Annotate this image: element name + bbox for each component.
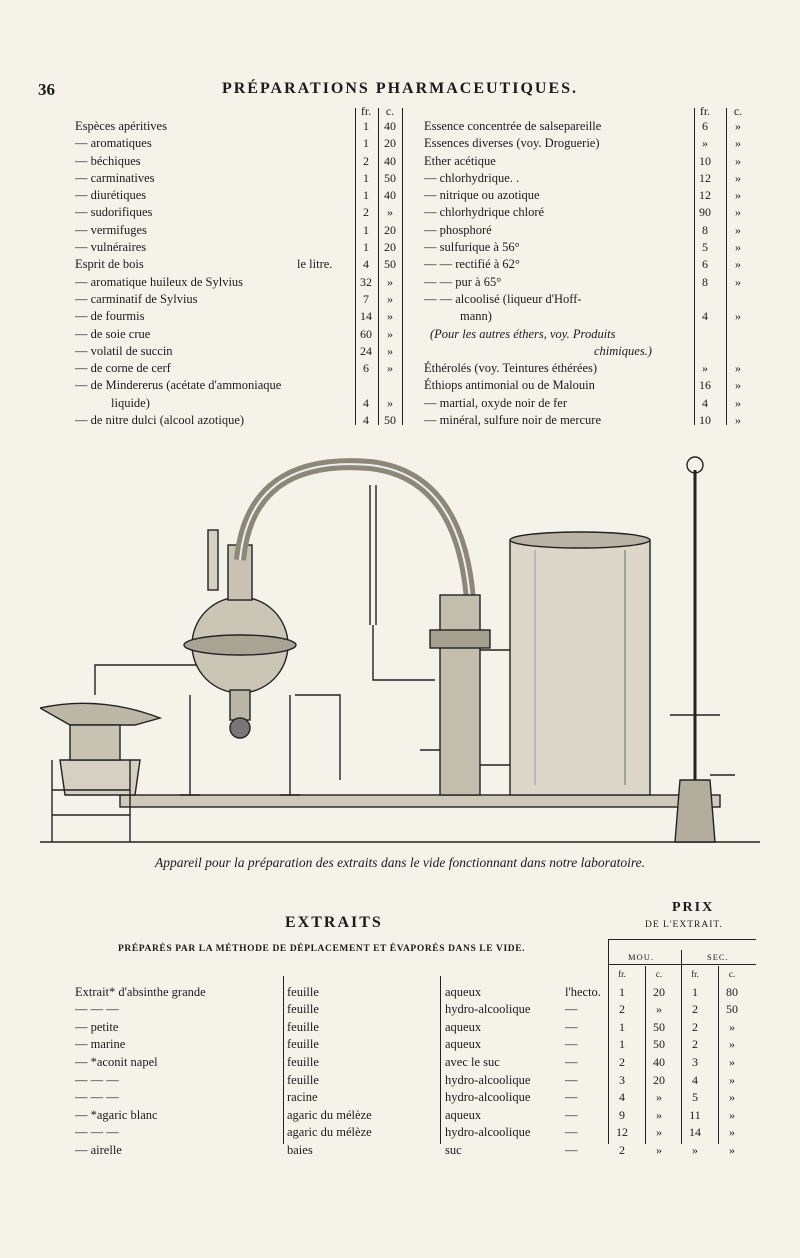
left-row [75, 256, 395, 273]
right-row [424, 204, 754, 221]
right-c: » [735, 257, 741, 272]
left-c: 20 [384, 240, 396, 255]
left-c: » [387, 205, 393, 220]
extrait-mou-c: » [656, 1090, 662, 1105]
left-label: Espèces apéritives [75, 119, 167, 133]
extrait-part: agaric du mélèze [287, 1107, 372, 1122]
left-label: — volatil de succin [75, 343, 173, 358]
right-row [424, 308, 754, 325]
right-row [424, 412, 754, 429]
extrait-unit: — [565, 1019, 578, 1034]
left-row [75, 308, 395, 325]
extrait-mou-fr: 4 [619, 1090, 625, 1105]
figure-caption: Appareil pour la préparation des extraits dans le vide fonctionnant dans notre laboratoire. [154, 855, 646, 870]
left-fr: 1 [363, 136, 369, 151]
extrait-part: feuille [287, 1037, 319, 1052]
right-row [424, 153, 754, 170]
extrait-part: agaric du mélèze [287, 1125, 372, 1140]
right-header [424, 104, 754, 118]
left-label: — de nitre dulci (alcool azotique) [75, 413, 245, 428]
extrait-method: aqueux [445, 984, 482, 999]
right-label: Éthérolés (voy. Teintures éthérées) [424, 361, 598, 376]
right-c: » [735, 240, 741, 255]
left-fr: 1 [363, 188, 369, 203]
right-fr: » [702, 361, 708, 376]
right-label: — — rectifié à 62° [424, 257, 520, 272]
left-label: — béchiques [75, 153, 141, 168]
running-title: PRÉPARATIONS PHARMACEUTIQUES. [221, 80, 579, 97]
extrait-unit: — [565, 1090, 578, 1105]
left-col-fr: fr. [360, 104, 372, 118]
extrait-sec-c: » [729, 1019, 735, 1034]
left-fr: 2 [363, 153, 369, 168]
left-table-rule-1 [355, 108, 356, 425]
extrait-name: — airelle [75, 1142, 122, 1157]
right-table-rule-2 [726, 108, 727, 425]
extrait-sec-fr: 5 [692, 1090, 698, 1105]
left-label: — aromatiques [75, 136, 152, 151]
ext-unit-sec-c: c. [728, 969, 736, 979]
left-c: 50 [384, 257, 396, 272]
extrait-name: — *agaric blanc [75, 1107, 158, 1122]
extrait-name: — — — [75, 1090, 119, 1105]
extrait-sec-fr: 1 [692, 984, 698, 999]
right-row [424, 187, 754, 204]
page-number: 36 [38, 80, 55, 99]
right-fr: 12 [699, 188, 711, 203]
extrait-row [75, 1072, 755, 1090]
right-label: — chlorhydrique. . [424, 170, 520, 185]
extrait-name: — — — [75, 1072, 119, 1087]
right-row [424, 343, 754, 360]
extrait-sec-c: » [729, 1107, 735, 1122]
right-price-table [424, 104, 754, 429]
extrait-sec-c: » [729, 1072, 735, 1087]
right-row [424, 118, 754, 135]
left-label: liquide) [111, 395, 150, 410]
extrait-method: hydro-alcoolique [445, 1125, 531, 1140]
left-c: 40 [384, 153, 396, 168]
left-fr: 7 [363, 291, 369, 306]
right-fr: » [702, 136, 708, 151]
left-fr: 32 [360, 274, 372, 289]
right-c: » [735, 119, 741, 133]
extrait-unit: — [565, 1072, 578, 1087]
extrait-part: racine [287, 1090, 318, 1105]
right-fr: 10 [699, 413, 711, 428]
right-row [424, 395, 754, 412]
prix-rule-mid [608, 964, 756, 965]
right-fr: 6 [702, 119, 708, 133]
left-row [75, 377, 395, 394]
left-c: 50 [384, 170, 396, 185]
extraits-subheading: PRÉPARÉS PAR LA MÉTHODE DE DÉPLACEMENT ET ÉVAPORÉS DANS LE VIDE. [118, 944, 526, 954]
extrait-mou-fr: 2 [619, 1054, 625, 1069]
extraits-table [75, 966, 755, 1160]
left-c: 40 [384, 119, 396, 133]
extrait-mou-fr: 12 [616, 1125, 628, 1140]
extrait-mou-c: 50 [653, 1037, 665, 1052]
extrait-method: aqueux [445, 1019, 482, 1034]
extrait-method: hydro-alcoolique [445, 1072, 531, 1087]
left-fr: 1 [363, 119, 369, 133]
right-label: — minéral, sulfure noir de mercure [424, 413, 602, 428]
extrait-part: feuille [287, 984, 319, 999]
col-sec-header: SEC. [707, 952, 729, 962]
left-row [75, 274, 395, 291]
left-fr: 4 [363, 395, 369, 410]
right-c: » [735, 170, 741, 185]
right-label: Essences diverses (voy. Droguerie) [424, 136, 600, 151]
extrait-mou-c: 50 [653, 1019, 665, 1034]
left-fr: 1 [363, 170, 369, 185]
left-row [75, 187, 395, 204]
left-row [75, 343, 395, 360]
left-row [75, 395, 395, 412]
left-label: — sudorifiques [75, 205, 153, 220]
extrait-mou-fr: 1 [619, 1037, 625, 1052]
right-fr: 12 [699, 170, 711, 185]
left-c: » [387, 361, 393, 376]
left-c: 20 [384, 222, 396, 237]
right-row [424, 135, 754, 152]
extrait-row [75, 1019, 755, 1037]
extrait-row [75, 1054, 755, 1072]
right-table-rule-1 [694, 108, 695, 425]
extrait-mou-fr: 3 [619, 1072, 625, 1087]
prix-rule-top [608, 939, 756, 940]
extrait-mou-fr: 1 [619, 1019, 625, 1034]
left-row [75, 135, 395, 152]
left-fr: 2 [363, 205, 369, 220]
right-c: » [735, 395, 741, 410]
extrait-sec-fr: 2 [692, 1019, 698, 1034]
extrait-sec-fr: 11 [689, 1107, 701, 1122]
vacuum-extraction-apparatus-engraving [40, 450, 760, 845]
extrait-row [75, 1107, 755, 1125]
extrait-name: Extrait* d'absinthe grande [75, 984, 206, 999]
ext-units-header [75, 966, 755, 984]
right-row [424, 256, 754, 273]
extrait-sec-fr: » [692, 1142, 698, 1157]
left-fr: 24 [360, 343, 372, 358]
extrait-mou-c: » [656, 1002, 662, 1017]
right-col-c: c. [733, 104, 743, 118]
right-label: mann) [460, 309, 492, 324]
ext-unit-mou-fr: fr. [618, 969, 626, 979]
right-c: » [735, 413, 741, 428]
left-label: — vulnéraires [75, 240, 147, 255]
extrait-method: hydro-alcoolique [445, 1090, 531, 1105]
right-fr: 5 [702, 240, 708, 255]
right-label: Essence concentrée de salsepareille [424, 119, 602, 133]
extrait-mou-c: » [656, 1107, 662, 1122]
right-c: » [735, 136, 741, 151]
extrait-row [75, 1142, 755, 1160]
right-c: » [735, 188, 741, 203]
right-label: — sulfurique à 56° [424, 240, 520, 255]
left-c: » [387, 309, 393, 324]
right-label: — phosphoré [424, 222, 492, 237]
left-row [75, 326, 395, 343]
extrait-mou-fr: 2 [619, 1142, 625, 1157]
extraits-heading: EXTRAITS [285, 914, 383, 931]
left-fr: 60 [360, 326, 372, 341]
ext-unit-mou-c: c. [655, 969, 663, 979]
extrait-mou-c: » [656, 1125, 662, 1140]
extrait-row [75, 1124, 755, 1142]
right-fr: 10 [699, 153, 711, 168]
extrait-row [75, 1089, 755, 1107]
right-c: » [735, 309, 741, 324]
extrait-sec-c: » [729, 1142, 735, 1157]
right-label: chimiques.) [594, 343, 652, 358]
left-unit: le litre. [297, 257, 333, 272]
left-label: — de Mindererus (acétate d'ammoniaque [75, 378, 282, 393]
right-fr: 4 [702, 395, 708, 410]
right-fr: 8 [702, 274, 708, 289]
right-label: (Pour les autres éthers, voy. Produits [430, 326, 616, 341]
right-label: Ether acétique [424, 153, 496, 168]
extrait-mou-fr: 2 [619, 1002, 625, 1017]
extrait-mou-c: 20 [653, 984, 665, 999]
left-label: — de corne de cerf [75, 361, 171, 376]
right-col-fr: fr. [699, 104, 711, 118]
extrait-unit: — [565, 1107, 578, 1122]
extrait-sec-c: 50 [726, 1002, 738, 1017]
right-label: — chlorhydrique chloré [424, 205, 545, 220]
right-row [424, 326, 754, 343]
left-c: » [387, 395, 393, 410]
left-c: 40 [384, 188, 396, 203]
right-row [424, 377, 754, 394]
extrait-unit: l'hecto. [565, 984, 601, 999]
extrait-mou-fr: 9 [619, 1107, 625, 1122]
left-row [75, 360, 395, 377]
extrait-sec-fr: 14 [689, 1125, 701, 1140]
extrait-sec-c: » [729, 1054, 735, 1069]
left-table-rule-3 [402, 108, 403, 425]
left-row [75, 239, 395, 256]
right-label: Éthiops antimonial ou de Malouin [424, 378, 595, 393]
right-c: » [735, 361, 741, 376]
extrait-unit: — [565, 1125, 578, 1140]
extrait-sec-fr: 3 [692, 1054, 698, 1069]
extrait-sec-fr: 2 [692, 1037, 698, 1052]
left-fr: 4 [363, 257, 369, 272]
extrait-name: — marine [75, 1037, 126, 1052]
left-c: » [387, 291, 393, 306]
left-c: » [387, 326, 393, 341]
right-row [424, 360, 754, 377]
left-label: — de soie crue [75, 326, 151, 341]
extrait-method: hydro-alcoolique [445, 1002, 531, 1017]
extrait-part: feuille [287, 1072, 319, 1087]
left-row [75, 204, 395, 221]
left-row [75, 118, 395, 135]
ext-unit-sec-fr: fr. [691, 969, 699, 979]
left-price-table [75, 104, 395, 429]
left-col-c: c. [385, 104, 395, 118]
col-mou-header: MOU. [628, 952, 654, 962]
right-label: — martial, oxyde noir de fer [424, 395, 568, 410]
left-c: » [387, 343, 393, 358]
right-row [424, 239, 754, 256]
right-row [424, 170, 754, 187]
right-label: — nitrique ou azotique [424, 188, 540, 203]
right-c: » [735, 153, 741, 168]
left-label: — carminatives [75, 170, 155, 185]
right-c: » [735, 274, 741, 289]
right-row [424, 274, 754, 291]
right-c: » [735, 378, 741, 393]
left-label: — de fourmis [75, 309, 145, 324]
extrait-method: aqueux [445, 1037, 482, 1052]
extrait-method: suc [445, 1142, 462, 1157]
right-c: » [735, 205, 741, 220]
left-fr: 1 [363, 222, 369, 237]
extrait-mou-c: 20 [653, 1072, 665, 1087]
extrait-sec-fr: 4 [692, 1072, 698, 1087]
extrait-sec-c: » [729, 1090, 735, 1105]
left-c: 20 [384, 136, 396, 151]
extrait-sec-fr: 2 [692, 1002, 698, 1017]
right-c: » [735, 222, 741, 237]
right-row [424, 222, 754, 239]
right-fr: 16 [699, 378, 711, 393]
extrait-mou-c: 40 [653, 1054, 665, 1069]
right-label: — — pur à 65° [424, 274, 502, 289]
left-row [75, 291, 395, 308]
left-fr: 1 [363, 240, 369, 255]
left-table-rule-2 [378, 108, 379, 425]
left-fr: 4 [363, 413, 369, 428]
left-row [75, 412, 395, 429]
left-c: 50 [384, 413, 396, 428]
left-label: — aromatique huileux de Sylvius [75, 274, 244, 289]
left-header [75, 104, 395, 118]
left-label: — vermifuges [75, 222, 147, 237]
left-fr: 6 [363, 361, 369, 376]
extrait-sec-c: 80 [726, 984, 738, 999]
left-fr: 14 [360, 309, 372, 324]
extrait-unit: — [565, 1142, 578, 1157]
right-label: — — alcoolisé (liqueur d'Hoff- [424, 291, 582, 306]
extrait-row [75, 1001, 755, 1019]
extrait-name: — — — [75, 1002, 119, 1017]
right-fr: 8 [702, 222, 708, 237]
right-fr: 6 [702, 257, 708, 272]
extrait-sec-c: » [729, 1037, 735, 1052]
left-row [75, 153, 395, 170]
right-fr: 90 [699, 205, 711, 220]
extrait-mou-c: » [656, 1142, 662, 1157]
left-row [75, 222, 395, 239]
extrait-row [75, 1036, 755, 1054]
left-row [75, 170, 395, 187]
left-label: — carminatif de Sylvius [75, 291, 198, 306]
left-label: — diurétiques [75, 188, 147, 203]
extrait-part: feuille [287, 1054, 319, 1069]
extrait-mou-fr: 1 [619, 984, 625, 999]
extrait-name: — *aconit napel [75, 1054, 158, 1069]
prix-heading: PRIX [672, 900, 715, 915]
extrait-unit: — [565, 1054, 578, 1069]
extrait-part: baies [287, 1142, 313, 1157]
extrait-row [75, 984, 755, 1002]
right-fr: 4 [702, 309, 708, 324]
extrait-method: avec le suc [445, 1054, 500, 1069]
extrait-name: — — — [75, 1125, 119, 1140]
extrait-method: aqueux [445, 1107, 482, 1122]
extrait-name: — petite [75, 1019, 119, 1034]
right-row [424, 291, 754, 308]
extrait-unit: — [565, 1002, 578, 1017]
extrait-part: feuille [287, 1002, 319, 1017]
prix-subheading: DE L'EXTRAIT. [645, 920, 723, 930]
extrait-sec-c: » [729, 1125, 735, 1140]
extrait-part: feuille [287, 1019, 319, 1034]
extrait-unit: — [565, 1037, 578, 1052]
left-c: » [387, 274, 393, 289]
left-label: Esprit de bois [75, 257, 144, 272]
